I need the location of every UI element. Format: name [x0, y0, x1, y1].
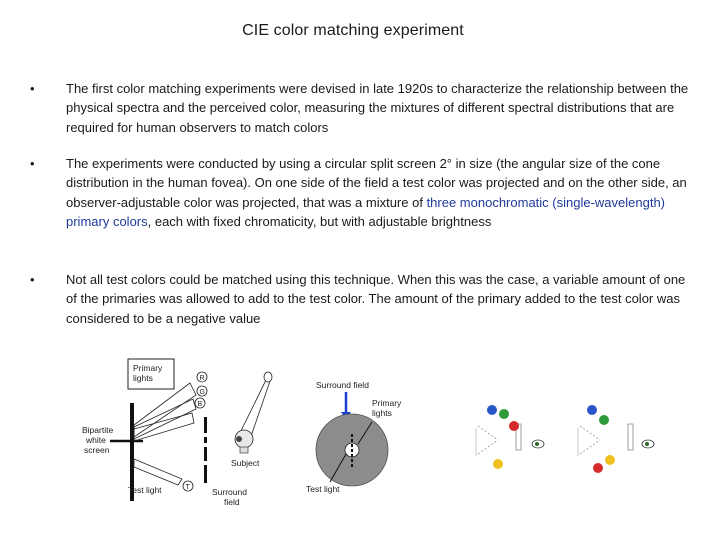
surround-field-label: Surround field: [212, 487, 247, 507]
bipartite-label: Bipartite white screen: [82, 425, 114, 455]
color-matching-apparatus-diagram: [78, 355, 278, 515]
primary-lights-label: Primary lights: [133, 363, 163, 383]
eye-pupil: [535, 442, 539, 446]
test-light-label: Test light: [128, 485, 162, 495]
subject-eye: [236, 436, 242, 442]
test-light-label: Test light: [306, 484, 340, 494]
primary-lights-label: Primary lights: [372, 398, 402, 418]
aperture-segment: [204, 447, 207, 461]
primary-beam-r: [134, 383, 196, 437]
bullet-text-part: , each with fixed chromaticity, but with adjustable brightness: [147, 213, 492, 229]
bullet-text: The first color matching experiments were devised in late 1920s to characterize the relationship between the physical spectra and the perceived color, measuring the mixtures of different spectral distributions that are required for human observers to match colors: [66, 81, 689, 135]
slide-title: CIE color matching experiment: [242, 22, 464, 39]
bullet-marker: •: [30, 81, 35, 96]
subject-label: Subject: [231, 458, 260, 468]
bulb-red: [593, 463, 603, 473]
aperture-segment: [204, 437, 207, 443]
primary-bulbs-diagram: [468, 398, 708, 484]
beam-line: [478, 440, 498, 454]
screen-rect: [628, 424, 633, 450]
subject-neck: [240, 447, 248, 453]
bullet-text: [66, 154, 695, 231]
primary-b-label: B: [197, 401, 203, 408]
primary-r-label: R: [199, 375, 205, 382]
beam-line: [478, 426, 498, 440]
bulb-red: [509, 421, 519, 431]
bullet-item: [30, 154, 695, 231]
bullet-item: [30, 79, 695, 137]
right-panel: [578, 405, 654, 473]
aperture-segment: [204, 465, 207, 483]
primary-beam-b: [134, 413, 194, 441]
primary-beam-g: [134, 399, 196, 439]
surround-beam-line: [238, 380, 266, 437]
split-field-diagram: [300, 378, 420, 498]
bulb-yellow: [605, 455, 615, 465]
bulb-blue: [587, 405, 597, 415]
test-light-t-label: T: [185, 484, 190, 491]
highlighted-text: three monochromatic (single-wavelength) primary colors: [66, 194, 666, 229]
bulb-green: [499, 409, 509, 419]
eye-pupil: [645, 442, 649, 446]
primary-g-label: G: [199, 389, 205, 396]
bullet-marker: •: [30, 156, 35, 171]
bullet-text-part: The experiments were conducted by using a circular split screen 2° in size (the angular size of the cone distribution in the human fovea). On one side of the field a test color was projected and on the other side, an observer-adjustable color was projected, that was a mixture of: [66, 156, 687, 210]
left-panel: [476, 405, 544, 469]
bulb-green: [599, 415, 609, 425]
beam-line: [580, 440, 600, 454]
surround-light-bulb: [264, 372, 272, 382]
test-light-beam: [134, 459, 182, 485]
bulb-yellow: [493, 459, 503, 469]
bullet-item: [30, 270, 695, 328]
beam-line: [580, 426, 600, 440]
bullet-text: Not all test colors could be matched using this technique. When this was the case, a variable amount of one of the primaries was allowed to add to the test color. The amount of the primary added to the test color was considered to be a negative value: [66, 272, 686, 326]
bulb-blue: [487, 405, 497, 415]
surround-field-label: Surround field: [316, 380, 369, 390]
aperture-segment: [204, 417, 207, 433]
bullet-marker: •: [30, 272, 35, 287]
